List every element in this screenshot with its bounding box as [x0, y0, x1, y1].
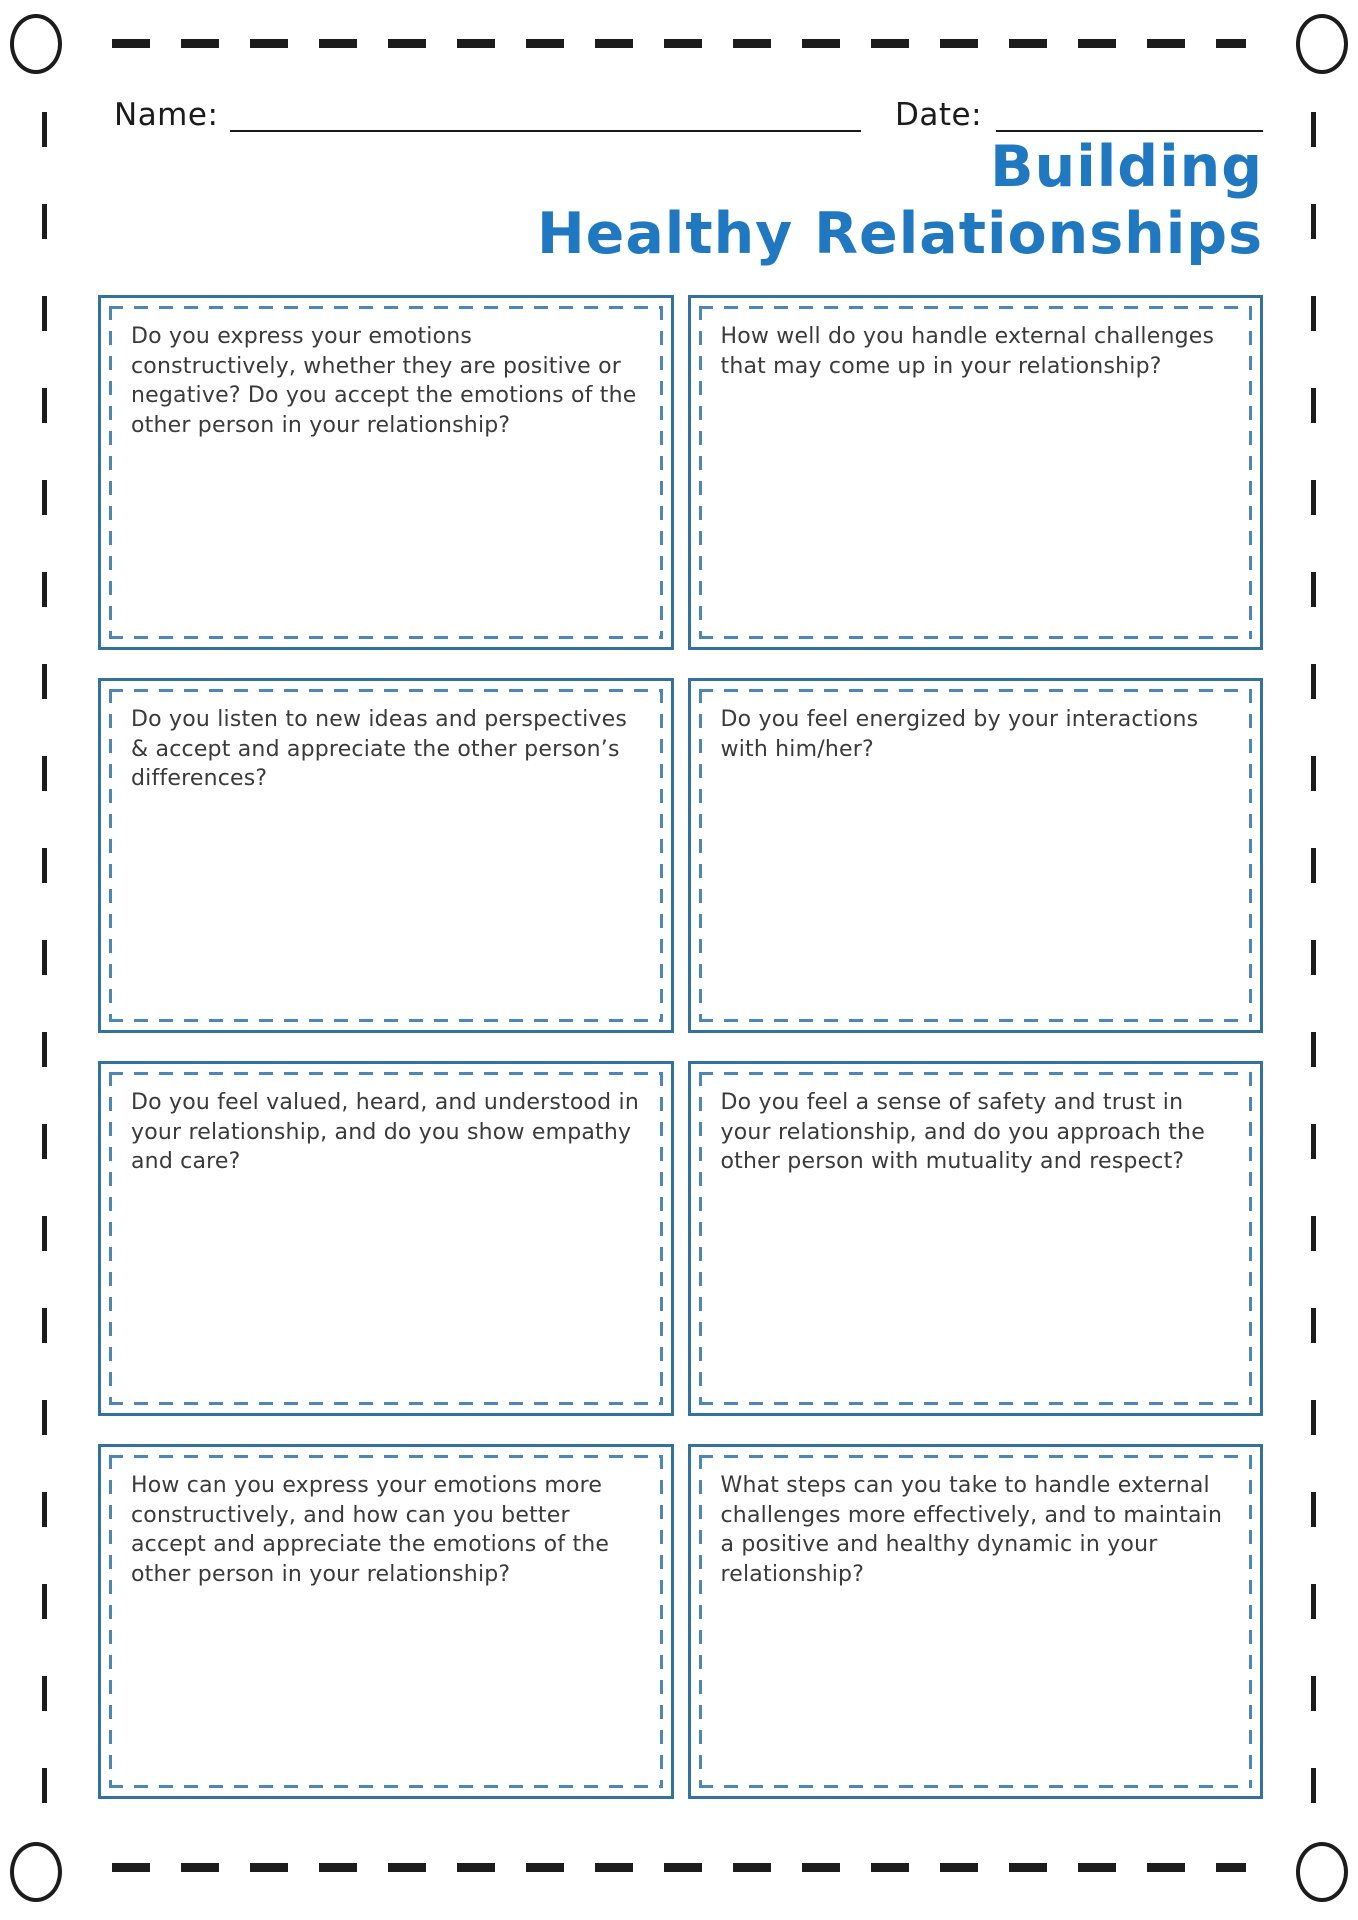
- question-grid: [98, 295, 1263, 1799]
- corner-cut-circle-top-right: [1296, 14, 1348, 74]
- worksheet-content: [98, 96, 1263, 1799]
- question-text-4: Do you feel energized by your interactions with him/her?: [720, 707, 1199, 762]
- worksheet-title-line1: Building: [990, 134, 1263, 200]
- question-box-4: [688, 678, 1264, 1033]
- cut-line-top: [112, 39, 1246, 48]
- name-label: Name:: [114, 96, 219, 133]
- date-blank-line: [996, 96, 1263, 132]
- question-text-2: How well do you handle external challenges that may come up in your relationship?: [720, 324, 1215, 379]
- date-label: Date:: [895, 96, 983, 133]
- cut-line-bottom: [112, 1863, 1246, 1872]
- name-blank-line: [230, 96, 861, 132]
- question-box-5: [98, 1061, 674, 1416]
- question-box-6: [688, 1061, 1264, 1416]
- name-field: [114, 96, 861, 132]
- worksheet-title-line2: Healthy Relationships: [536, 200, 1263, 267]
- question-text-7: How can you express your emotions more constructively, and how can you better accept and appreciate the emotions of the other person in your relationship?: [131, 1473, 610, 1587]
- cut-line-left: [42, 112, 47, 1812]
- question-box-3-inner: [109, 689, 663, 1022]
- question-box-5-inner: [109, 1072, 663, 1405]
- question-box-7-inner: [109, 1455, 663, 1788]
- answer-space-1: [131, 440, 641, 630]
- question-text-5: Do you feel valued, heard, and understood in your relationship, and do you show empathy and care?: [131, 1090, 639, 1175]
- answer-space-7: [131, 1589, 641, 1779]
- question-box-2: [688, 295, 1264, 650]
- worksheet-title: [98, 134, 1263, 267]
- question-box-1-inner: [109, 306, 663, 639]
- answer-space-8: [721, 1589, 1231, 1779]
- question-text-3: Do you listen to new ideas and perspectives & accept and appreciate the other person’s differences?: [131, 707, 628, 792]
- answer-space-2: [721, 381, 1231, 571]
- corner-cut-circle-bottom-left: [10, 1842, 62, 1902]
- question-box-3: [98, 678, 674, 1033]
- corner-cut-circle-bottom-right: [1296, 1842, 1348, 1902]
- question-text-8: What steps can you take to handle external challenges more effectively, and to maintain a positive and healthy dynamic in your relationship?: [720, 1473, 1223, 1587]
- question-box-2-inner: [699, 306, 1253, 639]
- question-box-7: [98, 1444, 674, 1799]
- question-box-1: [98, 295, 674, 650]
- question-box-8-inner: [699, 1455, 1253, 1788]
- question-box-8: [688, 1444, 1264, 1799]
- cut-line-right: [1311, 112, 1316, 1812]
- header: [98, 96, 1263, 132]
- answer-space-6: [721, 1177, 1231, 1367]
- answer-space-5: [131, 1177, 641, 1367]
- question-box-4-inner: [699, 689, 1253, 1022]
- answer-space-3: [131, 794, 641, 984]
- question-text-1: Do you express your emotions constructively, whether they are positive or negative? Do you accept the emotions of the other person in your relationship?: [131, 324, 637, 438]
- corner-cut-circle-top-left: [10, 14, 62, 74]
- date-field: [895, 96, 1263, 132]
- question-text-6: Do you feel a sense of safety and trust in your relationship, and do you approach the other person with mutuality and respect?: [720, 1090, 1205, 1175]
- question-box-6-inner: [699, 1072, 1253, 1405]
- answer-space-4: [721, 764, 1231, 954]
